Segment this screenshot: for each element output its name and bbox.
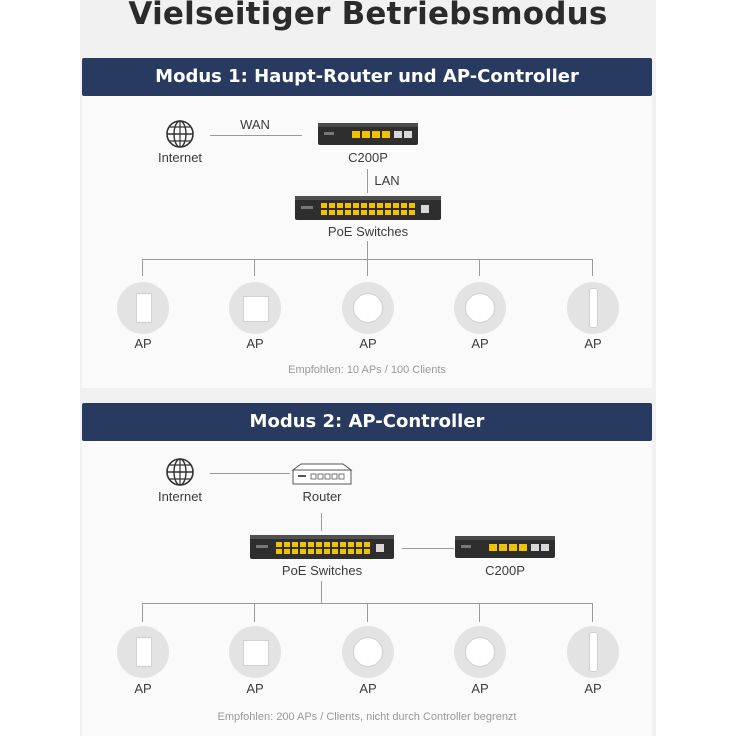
round-ceiling-ap-icon (454, 626, 506, 678)
wan-connection-line (210, 135, 302, 136)
outdoor-ap-icon (567, 626, 619, 678)
ap-drop-line-5 (592, 259, 593, 276)
switch-label: PoE Switches (281, 563, 363, 578)
switch-controller-line (402, 548, 454, 549)
wall-plate-ap-icon (117, 626, 169, 678)
switch-trunk-line (367, 241, 368, 259)
ap-label: AP (134, 681, 152, 696)
mode2-header: Modus 2: AP-Controller (82, 403, 652, 441)
round-ceiling-ap-icon (342, 282, 394, 334)
ap-label: AP (471, 336, 489, 351)
poe-switch-icon (295, 194, 441, 222)
ap-drop-line-3 (367, 603, 368, 622)
ap-label: AP (246, 336, 264, 351)
globe-icon (164, 456, 196, 488)
controller-label: C200P (485, 563, 525, 578)
ap-label: AP (584, 681, 602, 696)
router-icon (289, 462, 355, 488)
outdoor-ap-icon (567, 282, 619, 334)
globe-icon (164, 118, 196, 150)
round-ceiling-ap-icon (454, 282, 506, 334)
wan-label: WAN (240, 117, 270, 132)
ap-drop-line-2 (254, 259, 255, 276)
ap-label: AP (359, 681, 377, 696)
ap-drop-line-1 (142, 603, 143, 622)
ap-drop-line-5 (592, 603, 593, 622)
lan-label: LAN (374, 173, 400, 188)
internet-label: Internet (157, 489, 203, 504)
ap-drop-line-4 (479, 603, 480, 622)
controller-device-icon (318, 121, 418, 147)
controller-device-icon (455, 534, 555, 560)
lan-connection-line (367, 169, 368, 193)
router-switch-line (321, 513, 322, 531)
ap-drop-line-2 (254, 603, 255, 622)
ap-drop-line-1 (142, 259, 143, 276)
square-ceiling-ap-icon (229, 282, 281, 334)
square-ceiling-ap-icon (229, 626, 281, 678)
ap-label: AP (134, 336, 152, 351)
ap-label: AP (246, 681, 264, 696)
switch-trunk-line (321, 581, 322, 603)
mode1-header: Modus 1: Haupt-Router und AP-Controller (82, 58, 652, 96)
ap-label: AP (471, 681, 489, 696)
round-ceiling-ap-icon (342, 626, 394, 678)
internet-router-line (210, 473, 290, 474)
poe-switch-icon (250, 533, 394, 561)
ap-label: AP (359, 336, 377, 351)
ap-label: AP (584, 336, 602, 351)
ap-drop-line-3 (367, 259, 368, 276)
internet-label: Internet (157, 150, 203, 165)
ap-drop-line-4 (479, 259, 480, 276)
wall-plate-ap-icon (117, 282, 169, 334)
mode2-panel (82, 403, 652, 736)
switch-label: PoE Switches (327, 224, 409, 239)
page-title: Vielseitiger Betriebsmodus (128, 0, 608, 32)
controller-label: C200P (348, 150, 388, 165)
mode2-recommendation-note: Empfohlen: 200 APs / Clients, nicht durch Controller begrenzt (217, 711, 517, 723)
mode1-panel (82, 58, 652, 388)
router-label: Router (302, 489, 342, 504)
mode1-recommendation-note: Empfohlen: 10 APs / 100 Clients (288, 364, 446, 376)
